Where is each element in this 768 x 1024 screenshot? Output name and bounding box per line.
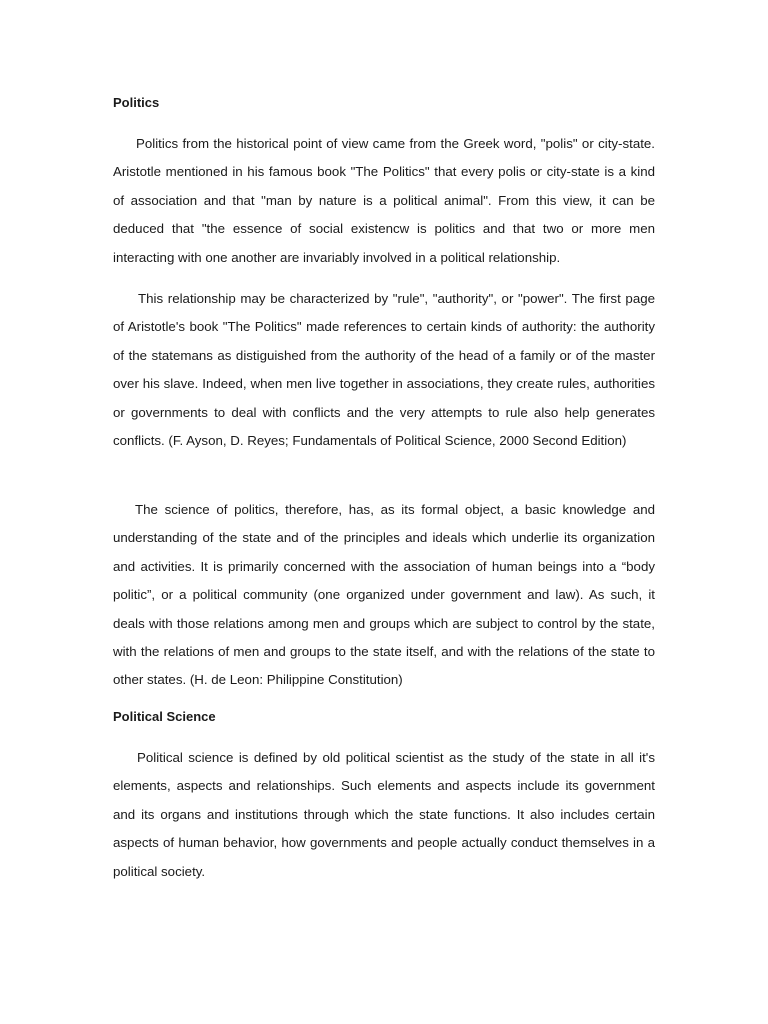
section-heading-politics: Politics [113, 95, 160, 110]
section-heading-political-science: Political Science [113, 709, 216, 724]
paragraph: Political science is defined by old political scientist as the study of the state in all it's elements, aspects and relationships. Such elements and aspects include its government and its organs and institutions through which the state functions. It also includes certain aspects of human behavior, how governments and people actually conduct themselves in a political society. [113, 750, 655, 879]
paragraph: The science of politics, therefore, has, as its formal object, a basic knowledge and understanding of the state and of the principles and ideals which underlie its organization and activities. It is primarily concerned with the association of human beings into a “body politic”, or a political community (one organized under government and law). As such, it deals with those relations among men and groups which are subject to control by the state, with the relations of men and groups to the state itself, and with the relations of the state to other states. (H. de Leon: Philippine Constitution) [113, 502, 655, 688]
paragraph: This relationship may be characterized by "rule", "authority", or "power". The first page of Aristotle's book "The Politics" made references to certain kinds of authority: the authority of the statemans as distiguished from the authority of the head of a family or of the master over his slave. Indeed, when men live together in associations, they create rules, authorities or governments to deal with conflicts and the very attempts to rule also help generates conflicts. (F. Ayson, D. Reyes; Fundamentals of Political Science, 2000 Second Edition) [113, 291, 655, 449]
paragraph: Politics from the historical point of view came from the Greek word, "polis" or city-state. Aristotle mentioned in his famous book "The Politics" that every polis or city-state is a kind of association and that "man by nature is a political animal". From this view, it can be deduced that "the essence of social existencw is politics and that two or more men interacting with one another are invariably involved in a political relationship. [113, 136, 655, 265]
